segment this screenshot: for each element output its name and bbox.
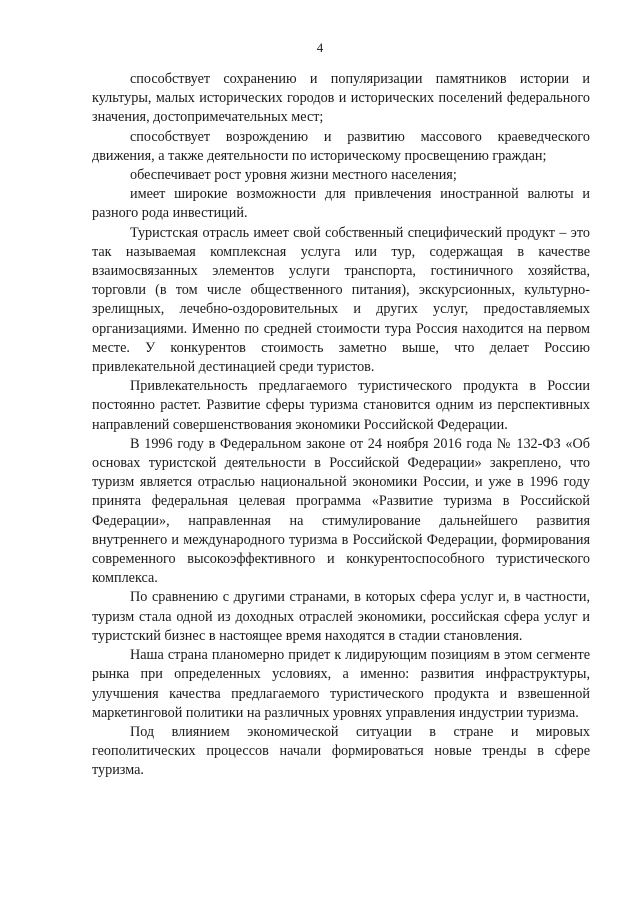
page-number: 4 (316, 40, 324, 55)
paragraph-investment: имеет широкие возможности для привлечения иностранной валюты и разного рода инвестиций. (92, 186, 590, 222)
paragraph-living-standards: обеспечивает рост уровня жизни местного населения; (130, 167, 457, 184)
paragraph-leadership: Наша страна планомерно придет к лидирующим позициям в этом сегменте рынка при определенных условиях, а именно: развития инфраструктуры, улучшения качества предлагаемого туристического продукта и взвешенной маркетинговой политики на различных уровнях управления индустрии туризма. (92, 647, 590, 721)
paragraph-tourist-product: Туристская отрасль имеет свой собственный специфический продукт – это так называемая комплексная услуга или тур, содержащая в качестве взаимосвязанных элементов услуги транспорта, гостиничного хозяйства, торговли (в том числе общественного питания), экскурсионных, культурно-зрелищных, лечебно-оздоровительных и других услуг, предоставляемых организациями. Именно по средней стоимости тура Россия находится на первом месте. У конкурентов стоимость заметно выше, что делает Россию привлекательной дестинацией среди туристов. (92, 224, 590, 376)
paragraph-local-history-movement: способствует возрождению и развитию массового краеведческого движения, а также деятельности по историческому просвещению граждан; (92, 128, 590, 164)
paragraph-new-trends: Под влиянием экономической ситуации в стране и мировых геополитических процессов начали формироваться новые тренды в сфере туризма. (92, 723, 590, 779)
paragraph-federal-law: В 1996 году в Федеральном законе от 24 ноября 2016 года № 132-ФЗ «Об основах туристской деятельности в Российской Федерации» закреплено, что туризм является отраслью национальной экономики России, и уже в 1996 году принята федеральная целевая программа «Развитие туризма в Российской Федерации», направленная на стимулирование дальнейшего развития внутреннего и международного туризма в Российской Федерации, формирования современного высокоэффективного и конкурентоспособного туристического комплекса. (92, 435, 590, 587)
document-body (92, 70, 590, 781)
paragraph-heritage-preservation: способствует сохранению и популяризации памятников истории и культуры, малых исторических городов и исторических поселений федерального значения, достопримечательных мест; (92, 71, 590, 126)
paragraph-attractiveness: Привлекательность предлагаемого туристического продукта в России постоянно растет. Развитие сферы туризма становится одним из перспективных направлений совершенствования экономики Российской Федерации. (92, 378, 590, 433)
paragraph-comparison: По сравнению с другими странами, в которых сфера услуг и, в частности, туризм стала одной из доходных отраслей экономики, российская сфера услуг и туристский бизнес в настоящее время находятся в стадии становления. (92, 589, 590, 644)
